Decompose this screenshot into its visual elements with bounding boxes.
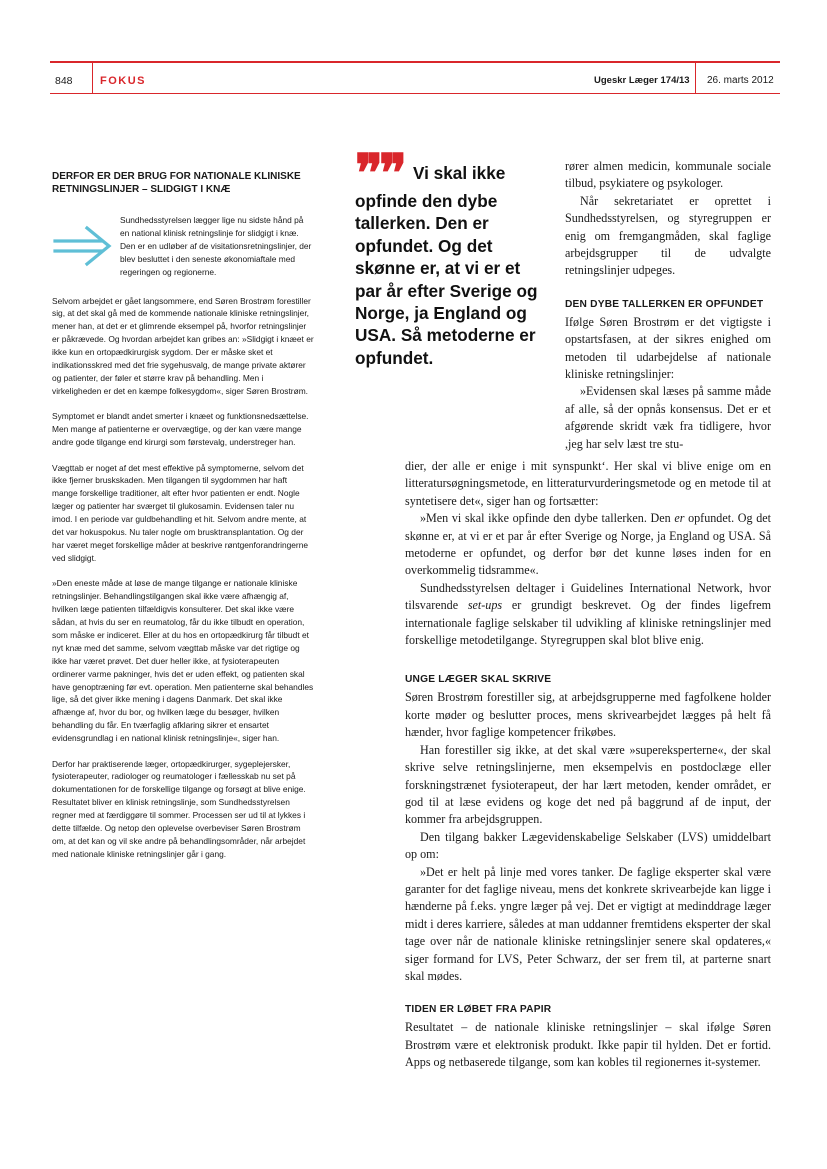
article-paragraph: Resultatet – de nationale kliniske retningslinjer – skal ifølge Søren Brostrøm være et elektronisk produkt. Ikke papir til hylden. Det er fortid. Apps og netbaserede tilgange, som kan kobles til regionernes it-systemer. bbox=[405, 1020, 771, 1070]
subheading: TIDEN ER LØBET FRA PAPIR bbox=[405, 1004, 552, 1016]
header-rule-top bbox=[50, 61, 780, 63]
box-paragraph: Derfor har praktiserende læger, ortopædkirurger, sygeplejersker, fysioterapeuter, radiologer og reumatologer i fællesskab nu set på dokumentationen for de forskellige tilgange og forsøgt at blive enige. Resultatet bliver en klinisk retningslinje, som Sundhedsstyrelsen regner med at færdiggøre til sommer. Processen ser ud til at lykkes i dette tilfælde. Og netop den oplevelse overbeviser Søren Brostrøm om, at det kan og vil ske andre på behandlingsområder, når arbejdet med nationale kliniske retningslinjer går i gang. bbox=[52, 758, 306, 859]
article-paragraph: rører almen medicin, kommunale sociale tilbud, psykiatere og psykologer. bbox=[565, 159, 771, 191]
header-divider bbox=[92, 63, 93, 93]
box-paragraph: Vægttab er noget af det mest effektive på symptomerne, selvom det ikke fjerner bruskskaden. Men tilgangen til sygdommen har haft mange forskellige traditioner, alt efter hvor patienten er endt. Nogle læger og patienter har sværget til glukosamin. Evidensen taler nu imod. I en periode var guldbehandling et hit. Selvom andre mente, at det var hokuspokus. Nu taler nogle om brusktransplantation. Og der har været meget forskellige måder at beskrive røntgenforandringerne ved slidgigt. bbox=[52, 462, 309, 563]
issue-date: 26. marts 2012 bbox=[707, 75, 774, 86]
section-name: FOKUS bbox=[100, 75, 146, 87]
box-intro bbox=[52, 214, 314, 279]
page-number: 848 bbox=[55, 75, 73, 87]
box-paragraph: Symptomet er blandt andet smerter i knæet og funktionsnedsættelse. Men mange af patienterne er overvægtige, og der kan være mange andre gode tilgange end kirurgi som førstevalg, understreger han. bbox=[52, 411, 309, 448]
article-column-wide bbox=[405, 458, 771, 1072]
article-paragraph: Når sekretariatet er oprettet i Sundhedsstyrelsen, og styregruppen er enig om fremgangmåden, skal faglige arbejdsgrupper til de udvalgte retningslinjer udpeges. bbox=[565, 193, 771, 278]
article-paragraph: Søren Brostrøm forestiller sig, at arbejdsgrupperne med fagfolkene holder korte møder og beslutter proces, mens skrivearbejdet lægges på helt få hænder, hvor faglige kompetencer frikøbes. bbox=[405, 690, 771, 740]
journal-name: Ugeskr Læger 174/13 bbox=[594, 75, 690, 86]
article-paragraph: Sundhedsstyrelsen deltager i Guidelines International Network, hvor tilsvarende set-ups er grundigt beskrevet. Og der findes ligefrem internationale faglige selskaber til udvikling af kliniske retningslinjer med forskellige metodetilgange. Styregruppen skal blot blive enig. bbox=[405, 580, 771, 648]
box-title: DERFOR ER DER BRUG FOR NATIONALE KLINISKE RETNINGSLINJER – SLIDGIGT I KNÆ bbox=[52, 171, 301, 195]
box-paragraph: »Den eneste måde at løse de mange tilgange er nationale kliniske retningslinjer. Behandlingstilgangen skal ikke være afhængig af, hvilken læge patienten tilfældigvis konsulterer. Det skal ikke være sådan, at hvis du ser en reumatolog, får du ikke tilbudt en operation, som måske er indiceret. Eller at du hos en ortopædkirurg får tilbudt et nyt knæ med det samme, selvom vægttab måske var det rigtige og ikke har været prøvet. Det duer heller ikke, at fysioterapeuten ordinerer varme pakninger, hvis det er uden effekt, og patienten skal have genoptræning før evt. operation. Men patienterne skal behandles lige, så det giver ikke mening i dagens Danmark. Det skal ikke afhænge af, hvor du bor, og hvilken læge du besøger, hvilken behandling du får. En tværfaglig afklaring sikrer et ensartet evidensgrundlag i en national klinisk retningslinje«, siger han. bbox=[52, 578, 314, 744]
article-paragraph: Den tilgang bakker Lægevidenskabelige Selskaber (LVS) umiddelbart op om: bbox=[405, 829, 771, 862]
article-paragraph: Ifølge Søren Brostrøm er det vigtigste i opstartsfasen, at der sikres enighed om metoden til udarbejdelse af nationale kliniske retningslinjer: bbox=[565, 314, 771, 382]
subheading: DEN DYBE TALLERKEN ER OPFUNDET bbox=[565, 298, 764, 310]
box-paragraph: Selvom arbejdet er gået langsommere, end Søren Brostrøm forestiller sig, at det skal gå med de kommende nationale kliniske retningslinjer, mener han, at det er et glimrende eksempel på, hvorfor retningslinjer er påkrævede. Og hvordan arbejdet kan gribes an: »Slidgigt i knæet er ikke kun en ortopædkirurgisk sygdom. Der er måske sket et indikationsskred med det frie sygehusvalg, de mange private aktører og patienter, der føler et større krav på behandling. Men i virkeligheden er det en kæmpe folkesygdom«, siger Søren Brostrøm. bbox=[52, 295, 314, 396]
article-paragraph: »Men vi skal ikke opfinde den dybe tallerken. Den er opfundet. Og det skønne er, at vi er et par år efter Sverige og Norge, ja England og USA. Så metoderne er opfundet, og derfor bør det kunne løses inden for en overkommelig tidsramme«. bbox=[405, 511, 771, 578]
sidebar-box bbox=[52, 170, 314, 873]
subheading: UNGE LÆGER SKAL SKRIVE bbox=[405, 674, 552, 686]
article-paragraph: dier, der alle er enige i mit synspunkt‘. Her skal vi blive enige om en litteratursøgningsmetode, en litteraturvurderingsmetode og en metode til at syntetisere det«, siger han og fortsætter: bbox=[405, 459, 771, 508]
right-arrow-icon bbox=[53, 224, 113, 268]
pull-quote-text: Vi skal ikke opfinde den dybe tallerken. Den er opfundet. Og det skønne er, at vi er et par år efter Sverige og Norge, ja England og USA. Så metoderne er opfundet. bbox=[355, 163, 538, 368]
header-divider bbox=[695, 63, 696, 93]
article-paragraph: Han forestiller sig ikke, at det skal være »supereksperterne«, der skal skrive selve retningslinjerne, men eksempelvis en postdoclæge eller forskningstrænet fysioterapeut, der har lært metoden, kender området, er god til at læse evidens og koge det ned på baggrund af de input, der kommer fra arbejdsgruppen. bbox=[405, 742, 771, 827]
header-rule-bottom bbox=[50, 93, 780, 94]
article-paragraph: »Evidensen skal læses på samme måde af alle, så der opnås konsensus. Det er et afgørende skridt væk fra tidligere, hvor ,jeg har selv læst tre stu- bbox=[565, 384, 771, 451]
quote-mark-icon: ❞❞ bbox=[355, 146, 403, 203]
pull-quote bbox=[355, 146, 540, 369]
article-column-right bbox=[565, 158, 771, 453]
box-intro-text: Sundhedsstyrelsen lægger lige nu sidste hånd på en national klinisk retningslinje for slidgigt i knæ. Den er en udløber af de visitationsretningslinjer, der blev besluttet i den seneste økonomiaftale med regeringen og regionerne. bbox=[120, 215, 312, 277]
article-paragraph: »Det er helt på linje med vores tanker. De faglige eksperter skal være garanter for det faglige niveau, mens det konkrete skrivearbejde kan ligge i hænderne på f.eks. yngre læger på vej. Det er vigtigt at medinddrage læger midt i deres karriere, således at man uddanner fremtidens eksperter der skal tage over når de nationale kliniske retningslinjer senere skal opdateres,« siger formand for LVS, Peter Schwarz, der ser frem til, at parterne snart skal mødes. bbox=[405, 864, 771, 983]
